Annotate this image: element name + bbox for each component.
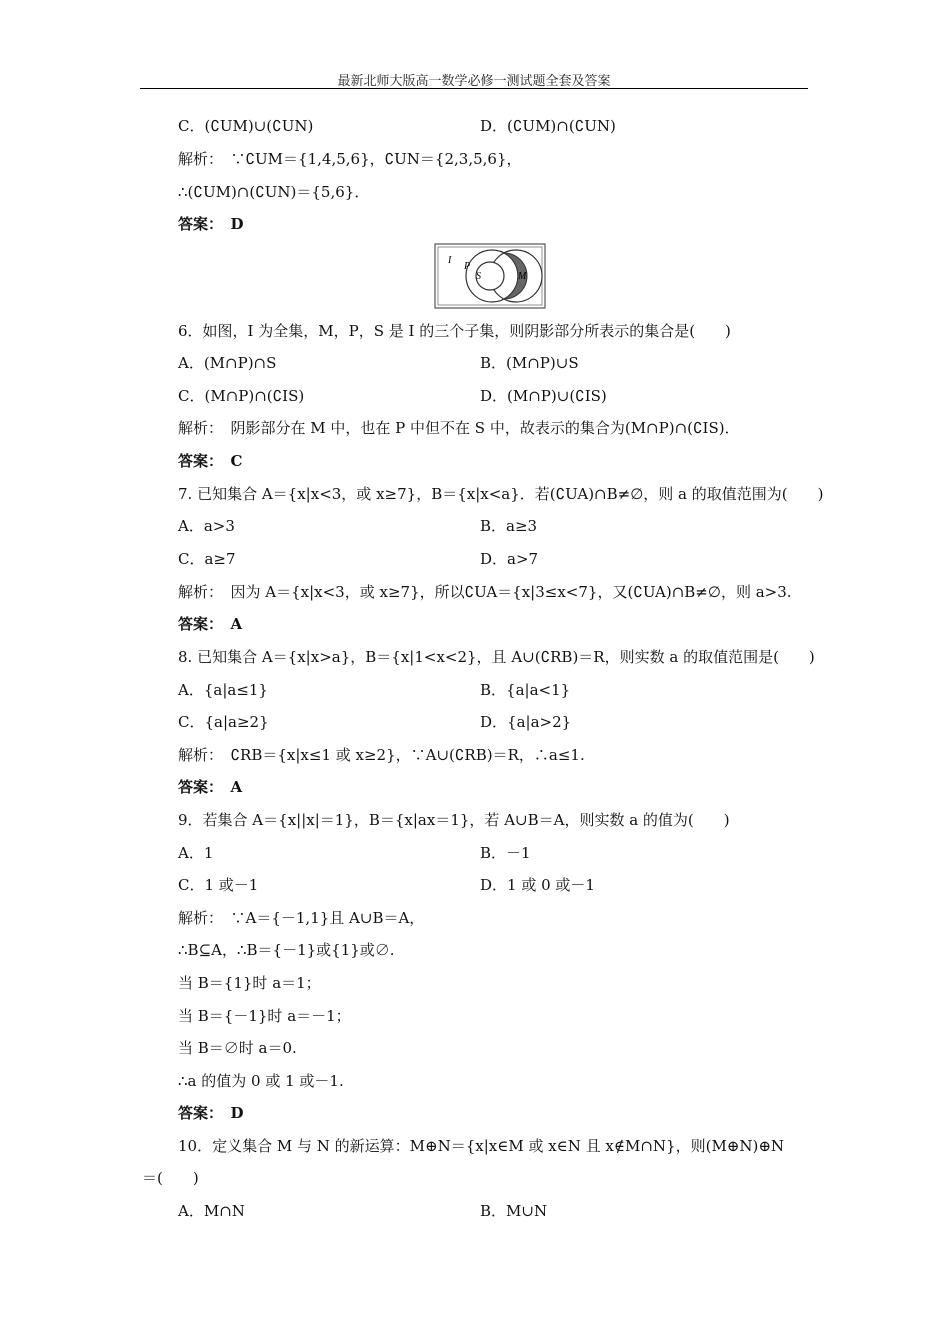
q7-stem: 7. 已知集合 A＝{x|x<3，或 x≥7}，B＝{x|x<a}．若(∁UA)∩B≠∅，则 a 的取值范围为( ) [178, 485, 824, 503]
q7-option-c: C．a≥7 [178, 550, 236, 568]
q6-option-a: A．(M∩P)∩S [178, 354, 277, 372]
q9-step-5: ∴a 的值为 0 或 1 或－1. [178, 1072, 344, 1090]
q5-answer: 答案： D [178, 215, 244, 233]
q6-option-c: C．(M∩P)∩(∁IS) [178, 387, 305, 405]
venn-label-m: M [518, 271, 527, 282]
q7-option-d: D．a>7 [480, 550, 539, 568]
q9-option-b: B．－1 [480, 844, 531, 862]
q5-option-c: C．(∁UM)∪(∁UN) [178, 117, 314, 135]
venn-label-s: S [476, 271, 481, 282]
q8-option-d: D．{a|a>2} [480, 713, 572, 731]
q5-analysis: 解析： ∵∁UM＝{1,4,5,6}，∁UN＝{2,3,5,6}， [178, 150, 522, 168]
q5-option-d: D．(∁UM)∩(∁UN) [480, 117, 616, 135]
q9-step-3: 当 B＝{－1}时 a＝－1； [178, 1007, 351, 1025]
q9-step-1: ∴B⊆A，∴B＝{－1}或{1}或∅. [178, 941, 395, 959]
q10-option-b: B．M∪N [480, 1202, 548, 1220]
q6-option-b: B．(M∩P)∪S [480, 354, 579, 372]
header-rule [140, 88, 808, 89]
q9-step-2: 当 B＝{1}时 a＝1； [178, 974, 321, 992]
q10-stem: 10．定义集合 M 与 N 的新运算：M⊕N＝{x|x∈M 或 x∈N 且 x∉M∩N}，则(M⊕N)⊕N [178, 1137, 785, 1155]
q6-analysis: 解析： 阴影部分在 M 中，也在 P 中但不在 S 中，故表示的集合为(M∩P)∩(∁IS)． [178, 419, 740, 437]
q6-answer: 答案： C [178, 452, 243, 470]
q5-conclusion: ∴(∁UM)∩(∁UN)＝{5,6}． [178, 183, 370, 201]
q10-option-a: A．M∩N [178, 1202, 245, 1220]
q8-stem: 8. 已知集合 A＝{x|x>a}，B＝{x|1<x<2}，且 A∪(∁RB)＝R，则实数 a 的取值范围是( ) [178, 648, 815, 666]
q9-answer: 答案： D [178, 1104, 244, 1122]
q7-option-a: A．a>3 [178, 517, 235, 535]
q9-option-c: C．1 或－1 [178, 876, 259, 894]
q8-analysis: 解析： ∁RB＝{x|x≤1 或 x≥2}，∵A∪(∁RB)＝R，∴a≤1. [178, 746, 585, 764]
q7-answer: 答案： A [178, 615, 243, 633]
page-header: 最新北师大版高一数学必修一测试题全套及答案 [337, 74, 611, 89]
q9-option-a: A．1 [178, 844, 214, 862]
venn-label-i: I [448, 255, 452, 266]
q8-option-b: B．{a|a<1} [480, 681, 571, 699]
q8-option-a: A．{a|a≤1} [178, 681, 268, 699]
q9-analysis: 解析： ∵A＝{－1,1}且 A∪B＝A， [178, 909, 425, 927]
q7-analysis: 解析： 因为 A＝{x|x<3，或 x≥7}，所以∁UA＝{x|3≤x<7}，又(∁UA)∩B≠∅，则 a>3. [178, 583, 792, 601]
q6-stem: 6．如图，I 为全集，M，P，S 是 I 的三个子集，则阴影部分所表示的集合是( ) [178, 322, 731, 340]
q9-option-d: D．1 或 0 或－1 [480, 876, 595, 894]
venn-label-p: P [464, 261, 471, 272]
q7-option-b: B．a≥3 [480, 517, 538, 535]
q9-step-4: 当 B＝∅时 a＝0. [178, 1039, 297, 1057]
q8-answer: 答案： A [178, 778, 243, 796]
q8-option-c: C．{a|a≥2} [178, 713, 269, 731]
q6-option-d: D．(M∩P)∪(∁IS) [480, 387, 607, 405]
q10-stem-cont: ＝( ) [142, 1169, 199, 1187]
q9-stem: 9．若集合 A＝{x||x|＝1}，B＝{x|ax＝1}，若 A∪B＝A，则实数 a 的值为( ) [178, 811, 730, 829]
venn-diagram [434, 243, 546, 309]
